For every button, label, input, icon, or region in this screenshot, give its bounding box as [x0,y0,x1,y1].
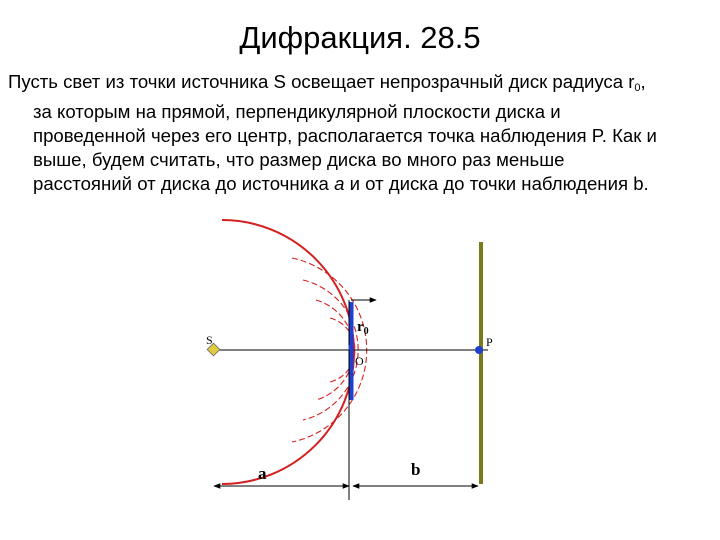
paragraph-line-4: выше, будем считать, что размер диска во много раз меньше [33,149,565,170]
label-s: S [206,333,213,347]
line-1-comma: , [640,71,646,92]
slide-title: Дифракция. 28.5 [239,20,481,55]
point-p-marker [475,346,483,354]
label-o: O [355,354,364,368]
line-5-text: расстояний от диска до источника [33,173,335,194]
paragraph-line-2: за которым на прямой, перпендикулярной плоскости диска и [33,101,561,122]
label-r-text: r [357,319,364,335]
line-5-italic-a: a [334,173,345,194]
r0-subscript: 0 [634,82,641,94]
paragraph-line-3: проведенной через его центр, располагается точка наблюдения P. Как и [33,125,657,146]
line-5-end: и от диска до точки наблюдения b. [344,173,649,194]
label-r0 [357,319,369,337]
label-a: a [258,464,267,483]
label-p: P [486,335,493,349]
label-b: b [411,460,421,479]
wavefront-arc [222,220,354,484]
label-r-sub: 0 [363,326,369,337]
line-1-text: Пусть свет из точки источника S освещает непрозрачный диск радиуса r [8,71,635,92]
